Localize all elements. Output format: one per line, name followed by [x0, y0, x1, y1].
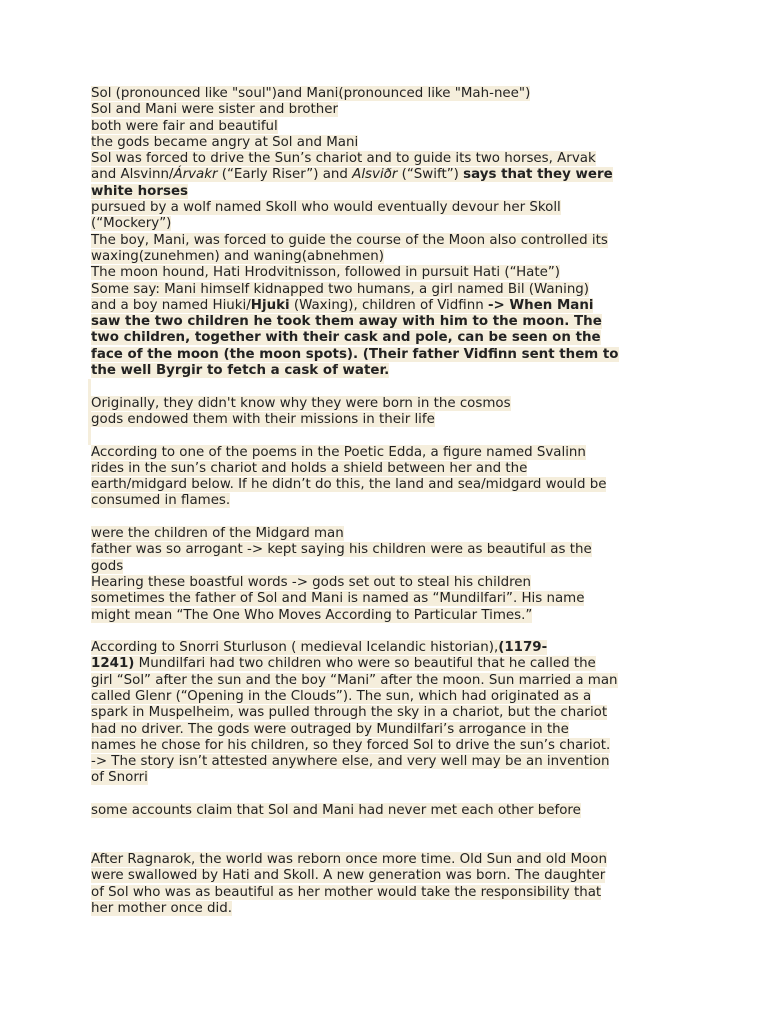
- blank-line: [91, 379, 683, 395]
- text-line: gods: [91, 558, 124, 574]
- text-line: were the children of the Midgard man: [91, 526, 344, 542]
- text-line: spark in Muspelheim, was pulled through the sky in a chariot, but the chariot: [91, 705, 608, 721]
- paragraph-snorri: [91, 640, 683, 787]
- text-line: After Ragnarok, the world was reborn once more time. Old Sun and old Moon: [91, 851, 607, 867]
- blank-line: [91, 624, 683, 640]
- text-line: Sol was forced to drive the Sun’s chariot and to guide its two horses, Arvak: [91, 151, 596, 167]
- text-line: Hearing these boastful words -> gods set out to steal his children: [91, 574, 532, 590]
- text-line: face of the moon (the moon spots). (Their father Vidfinn sent them to: [91, 346, 619, 362]
- text-line: Sol (pronounced like "soul")and Mani(pronounced like "Mah-nee"): [91, 86, 531, 101]
- text-line: According to Snorri Sturluson ( medieval Icelandic historian),(1179-: [91, 640, 548, 656]
- text-line: gods endowed them with their missions in their life: [91, 411, 435, 427]
- text-line: of Snorri: [91, 770, 148, 786]
- paragraph-poetic-edda: [91, 445, 683, 510]
- paragraph-never-met: [91, 803, 683, 819]
- text-line: Some say: Mani himself kidnapped two humans, a girl named Bil (Waning): [91, 281, 590, 297]
- blank-line: [91, 428, 683, 444]
- text-line: were swallowed by Hati and Skoll. A new generation was born. The daughter: [91, 868, 606, 884]
- text-line: girl “Sol” after the sun and the boy “Mani” after the moon. Sun married a man: [91, 672, 618, 688]
- text-line: 1241) Mundilfari had two children who were so beautiful that he called the: [91, 656, 596, 672]
- text-line: two children, together with their cask and pole, can be seen on the: [91, 330, 601, 346]
- text-line: and Alsvinn/Árvakr (“Early Riser”) and Alsviðr (“Swift”) says that they were: [91, 167, 613, 183]
- text-line: -> The story isn’t attested anywhere else, and very well may be an invention: [91, 754, 610, 770]
- text-line: Sol and Mani were sister and brother: [91, 102, 338, 118]
- text-line: had no driver. The gods were outraged by Mundilfari’s arrogance in the: [91, 721, 569, 737]
- text-line: saw the two children he took them away with him to the moon. The: [91, 314, 602, 330]
- text-line: pursued by a wolf named Skoll who would eventually devour her Skoll: [91, 200, 561, 216]
- text-line: consumed in flames.: [91, 493, 231, 509]
- text-line: the well Byrgir to fetch a cask of water.: [91, 363, 390, 379]
- text-line: Originally, they didn't know why they were born in the cosmos: [91, 395, 511, 411]
- text-line: The boy, Mani, was forced to guide the course of the Moon also controlled its: [91, 232, 608, 248]
- text-line: and a boy named Hiuki/Hjuki (Waxing), children of Vidfinn -> When Mani: [91, 297, 594, 313]
- text-line: white horses: [91, 183, 188, 199]
- text-line: According to one of the poems in the Poetic Edda, a figure named Svalinn: [91, 444, 586, 460]
- text-line: rides in the sun’s chariot and holds a shield between her and the: [91, 460, 528, 476]
- text-line: earth/midgard below. If he didn’t do this, the land and sea/midgard would be: [91, 477, 607, 493]
- blank-line: [91, 819, 683, 852]
- text-line: names he chose for his children, so they forced Sol to drive the sun’s chariot.: [91, 737, 611, 753]
- text-line: father was so arrogant -> kept saying his children were as beautiful as the: [91, 542, 592, 558]
- text-line: some accounts claim that Sol and Mani had never met each other before: [91, 803, 581, 819]
- text-line: the gods became angry at Sol and Mani: [91, 134, 359, 150]
- document-body: [91, 86, 683, 917]
- paragraph-sol-and-mani: [91, 86, 683, 379]
- blank-line: [91, 787, 683, 803]
- text-line: both were fair and beautiful: [91, 118, 278, 134]
- text-line: might mean “The One Who Moves According to Particular Times.”: [91, 607, 533, 623]
- text-line: of Sol who was as beautiful as her mother would take the responsibility that: [91, 884, 602, 900]
- text-line: her mother once did.: [91, 900, 232, 916]
- paragraph-ragnarok: [91, 852, 683, 917]
- blank-line: [91, 510, 683, 526]
- text-line: (“Mockery”): [91, 216, 172, 232]
- text-line: waxing(zunehmen) and waning(abnehmen): [91, 248, 384, 264]
- text-line: called Glenr (“Opening in the Clouds”). The sun, which had originated as a: [91, 688, 592, 704]
- text-line: sometimes the father of Sol and Mani is named as “Mundilfari”. His name: [91, 591, 585, 607]
- paragraph-midgard-man: [91, 526, 683, 624]
- text-line: The moon hound, Hati Hrodvitnisson, followed in pursuit Hati (“Hate”): [91, 265, 561, 281]
- paragraph-originally: [91, 396, 683, 429]
